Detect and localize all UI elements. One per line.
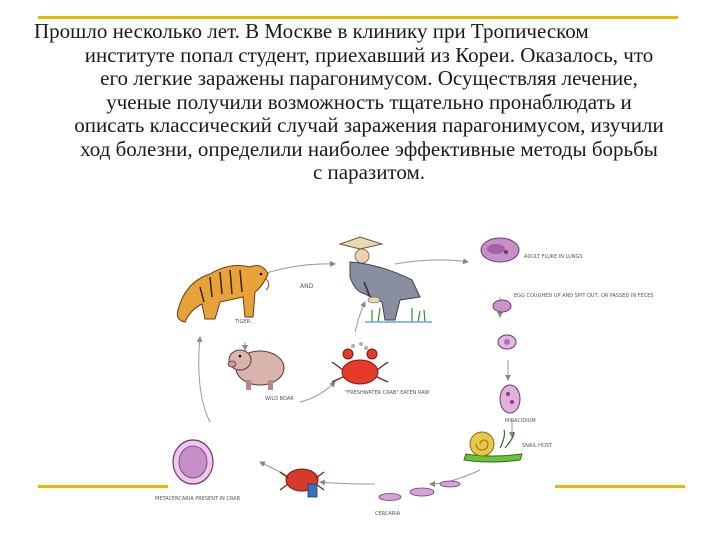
snail-label: SNAIL HOST xyxy=(522,443,553,449)
bottom-right-rule xyxy=(555,485,685,488)
freshwater-crab-drawing xyxy=(332,342,388,384)
arrow xyxy=(300,382,335,402)
developing-egg-drawing xyxy=(498,335,516,349)
miracidium-drawing xyxy=(500,385,520,413)
text-line: ученые получили возможность тщательно пронаблюдать и xyxy=(106,89,632,114)
wild-boar-drawing xyxy=(228,350,284,390)
tiger-drawing xyxy=(177,266,268,322)
arrow xyxy=(355,302,365,332)
arrow xyxy=(260,462,290,477)
text-line: его легкие заражены парагонимусом. Осуществляя лечение, xyxy=(100,66,638,90)
text-line: институте попал студент, приехавший из Кореи. Оказалось, что xyxy=(84,42,654,67)
slide-text xyxy=(24,20,714,185)
snail-drawing xyxy=(464,430,522,462)
text-line: Прошло несколько лет. В Москве в клинику при Тропическом xyxy=(34,19,589,43)
cercaria-drawing xyxy=(379,481,460,501)
man-eating-crab-drawing xyxy=(340,237,420,320)
tiger-label: TIGER xyxy=(235,319,251,325)
eggs-label: EGG COUGHED UP AND SPIT OUT, OR PASSED IN FECES xyxy=(514,293,654,299)
text-line: описать классический случай заражения парагонимусом, изучили xyxy=(74,113,664,137)
crab-raw-label: "FRESHWATER CRAB" EATEN RAW xyxy=(345,390,430,396)
adult-fluke-label: ADULT FLUKE IN LUNGS xyxy=(524,254,583,260)
crab-bottom-drawing xyxy=(280,469,324,497)
text-line: с паразитом. xyxy=(312,160,426,184)
cercaria-label: CERCARIA xyxy=(375,511,401,517)
egg-drawing xyxy=(493,300,511,312)
life-cycle-drawing xyxy=(150,222,654,522)
water-plants xyxy=(365,308,432,322)
wild-boar-label: WILD BOAR xyxy=(265,396,294,402)
miracidium-label: MIRACIDIUM xyxy=(505,418,536,424)
paragonimus-life-cycle-figure xyxy=(150,222,654,522)
arrow xyxy=(320,482,375,484)
arrow xyxy=(199,337,210,422)
bottom-left-rule xyxy=(38,485,168,488)
adult-fluke-drawing xyxy=(481,238,519,262)
arrow xyxy=(395,260,468,264)
and-label: AND xyxy=(300,283,314,290)
metacercaria-label: METACERCARIA PRESENT IN CRAB xyxy=(155,496,240,502)
text-line: ход болезни, определили наиболее эффективные методы борьбы xyxy=(80,136,658,161)
metacercaria-drawing xyxy=(173,440,213,484)
